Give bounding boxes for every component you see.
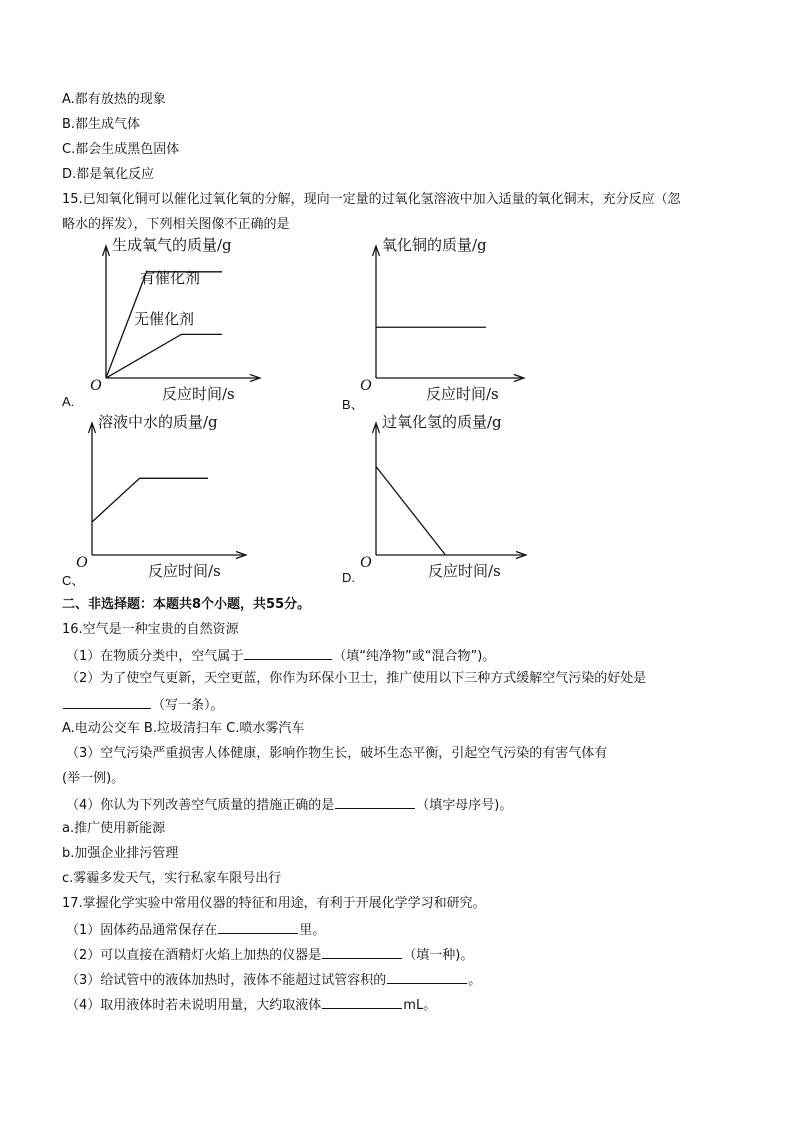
y-axis-arrow bbox=[373, 246, 380, 256]
origin-label: O bbox=[76, 554, 88, 571]
answer-blank[interactable] bbox=[387, 970, 467, 984]
q16-part1-pre: （1）在物质分类中，空气属于 bbox=[66, 649, 244, 664]
q17-part2 bbox=[66, 945, 473, 965]
origin-label: O bbox=[360, 377, 372, 394]
graph-option-label: A. bbox=[62, 394, 75, 409]
q17-part4 bbox=[66, 995, 436, 1015]
q17-part1 bbox=[66, 920, 325, 940]
q17-part2-pre: （2）可以直接在酒精灯火焰上加热的仪器是 bbox=[66, 948, 322, 963]
y-axis-label: 溶液中水的质量/g bbox=[98, 413, 218, 431]
series-label-catalyst: 有催化剂 bbox=[140, 269, 201, 287]
graph-option-label: C、 bbox=[62, 573, 85, 588]
y-axis-label: 过氧化氢的质量/g bbox=[382, 413, 502, 431]
series-line-1 bbox=[376, 467, 445, 556]
q17-part2-post: （填一种)。 bbox=[403, 948, 474, 963]
y-axis-arrow bbox=[103, 246, 110, 256]
q15-stem-line2: 略水的挥发），下列相关图像不正确的是 bbox=[62, 217, 290, 232]
q17-part3 bbox=[66, 970, 481, 990]
graph-option-label: D. bbox=[342, 570, 355, 585]
q17-part3-pre: （3）给试管中的液体加热时，液体不能超过试管容积的 bbox=[66, 973, 387, 988]
x-axis-arrow bbox=[250, 375, 260, 382]
q16-part3-cont: (举一例)。 bbox=[62, 771, 125, 786]
x-axis-arrow bbox=[236, 552, 246, 559]
y-axis-arrow bbox=[89, 423, 96, 433]
x-axis-label: 反应时间/s bbox=[148, 562, 221, 580]
q16-option-a: a.推广使用新能源 bbox=[62, 821, 166, 836]
q17-part1-post: 里。 bbox=[299, 923, 326, 938]
answer-blank[interactable] bbox=[322, 995, 402, 1009]
q16-title: 16.空气是一种宝贵的自然资源 bbox=[62, 622, 239, 637]
q16-part2-cont bbox=[62, 695, 224, 715]
origin-label: O bbox=[90, 377, 102, 394]
q16-part2-post: （写一条）。 bbox=[152, 698, 224, 713]
q17-part3-post: 。 bbox=[468, 973, 482, 988]
answer-blank[interactable] bbox=[63, 695, 151, 709]
graph-option-label: B、 bbox=[342, 397, 364, 412]
series-label-no-catalyst: 无催化剂 bbox=[134, 310, 195, 328]
x-axis-arrow bbox=[514, 375, 524, 382]
x-axis-arrow bbox=[516, 552, 526, 559]
q16-part1 bbox=[66, 646, 495, 666]
x-axis-label: 反应时间/s bbox=[428, 562, 501, 580]
answer-blank[interactable] bbox=[218, 920, 298, 934]
q16-part4-pre: （4）你认为下列改善空气质量的措施正确的是 bbox=[66, 798, 335, 813]
q17-title: 17.掌握化学实验中常用仪器的特征和用途，有利于开展化学学习和研究。 bbox=[62, 896, 486, 911]
y-axis-label: 氧化铜的质量/g bbox=[382, 236, 487, 254]
q16-part4 bbox=[66, 795, 512, 815]
q17-part4-pre: （4）取用液体时若未说明用量，大约取液体 bbox=[66, 998, 322, 1013]
q17-part1-pre: （1）固体药品通常保存在 bbox=[66, 923, 218, 938]
q16-part3: （3）空气污染严重损害人体健康，影响作物生长，破坏生态平衡，引起空气污染的有害气体有 bbox=[66, 746, 608, 761]
q14-option-b: B.都生成气体 bbox=[62, 117, 141, 132]
series-line-2 bbox=[106, 334, 222, 378]
answer-blank[interactable] bbox=[244, 646, 332, 660]
x-axis-label: 反应时间/s bbox=[426, 385, 499, 403]
answer-blank[interactable] bbox=[322, 945, 402, 959]
q16-vehicle-options: A.电动公交车 B.垃圾清扫车 C.喷水雾汽车 bbox=[62, 721, 305, 736]
q16-part1-post: （填“纯净物”或“混合物”)。 bbox=[333, 649, 496, 664]
series-line-1 bbox=[92, 478, 208, 522]
x-axis-label: 反应时间/s bbox=[162, 385, 235, 403]
q16-part2: （2）为了使空气更新，天空更蓝，你作为环保小卫士，推广使用以下三种方式缓解空气污染的好处是 bbox=[66, 671, 647, 686]
q16-part4-post: （填字母序号)。 bbox=[416, 798, 513, 813]
q16-option-b: b.加强企业排污管理 bbox=[62, 846, 179, 861]
y-axis-arrow bbox=[373, 423, 380, 433]
q17-part4-post: mL。 bbox=[403, 998, 437, 1013]
q15-stem-line1: 15.已知氧化铜可以催化过氧化氧的分解，现向一定量的过氧化氢溶液中加入适量的氧化铜末，充分反应（忽 bbox=[62, 192, 681, 207]
origin-label: O bbox=[360, 554, 372, 571]
section-2-heading: 二、非选择题：本题共8个小题，共55分。 bbox=[62, 597, 311, 612]
q16-option-c: c.雾霾多发天气，实行私家车限号出行 bbox=[62, 871, 282, 886]
q14-option-d: D.都是氧化反应 bbox=[62, 167, 155, 182]
y-axis-label: 生成氧气的质量/g bbox=[112, 236, 232, 254]
q14-option-a: A.都有放热的现象 bbox=[62, 92, 166, 107]
q14-option-c: C.都会生成黑色固体 bbox=[62, 142, 180, 157]
answer-blank[interactable] bbox=[335, 795, 415, 809]
